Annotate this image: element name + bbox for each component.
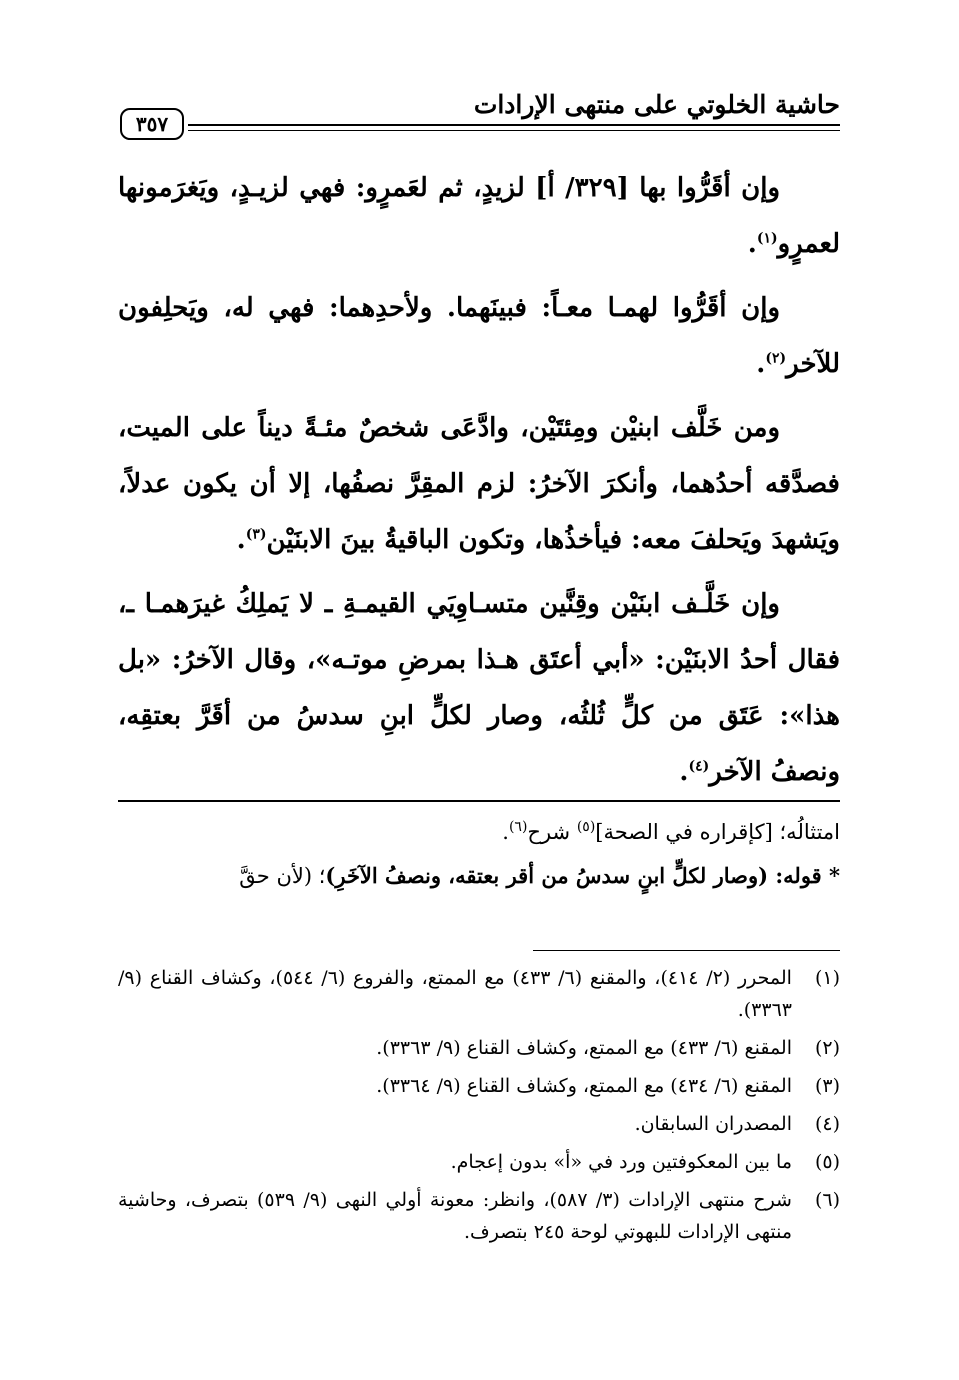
footnote-ref: (٦) [508, 819, 528, 835]
footnote-ref: (٢) [765, 350, 787, 367]
page-header [120, 82, 840, 142]
paragraph: وإن خَلَّـف ابنَيْن وقِنَّين متسـاوِيَي القيمـةِ ـ لا يَملِكُ غيرَهمـا ـ، فقال أحدُ الابنَيْن: «أبي أعتَق هـذا بمرضِ موتـه»، وقال الآخرُ: «بل هذا»: عَتَق من كلٍّ ثُلثُه، وصار لكلٍّ ابنِ سدسُ من أقَرَّ بعتقِه، ونصفُ الآخر$^{(٤)}$. [118, 589, 840, 787]
footnote-number: (٦) [814, 1189, 840, 1211]
footnote-ref: (٣) [245, 526, 267, 543]
footnote: (٥) ما بين المعكوفتين ورد في «أ» بدون إعجام. [118, 1146, 840, 1178]
footnote: (٢) المقنع (٦/ ٤٣٣) مع الممتع، وكشاف القناع (٩/ ٣٣٦٣). [118, 1032, 840, 1064]
footnote-number: (٣) [814, 1075, 840, 1097]
footnote-separator [533, 950, 840, 951]
footnote: (٦) شرح منتهى الإرادات (٣/ ٥٨٧)، وانظر: معونة أولي النهى (٩/ ٥٣٩) بتصرف، وحاشية منتهى الإرادات للبهوتي لوحة ٢٤٥ بتصرف. [118, 1184, 840, 1248]
footnote: (١) المحرر (٢/ ٤١٤)، والمقنع (٦/ ٤٣٣) مع الممتع، والفروع (٦/ ٥٤٤)، وكشاف القناع (٩/ ٣٣٦٣). [118, 962, 840, 1026]
header-rule-thin [188, 130, 840, 131]
main-text [118, 160, 840, 808]
footnote-number: (١) [814, 967, 840, 989]
running-title: حاشية الخلوتي على منتهى الإرادات [473, 90, 840, 119]
gloss-section [118, 812, 840, 900]
footnote: (٤) المصدران السابقان. [118, 1108, 840, 1140]
header-rule-thick [188, 124, 840, 126]
gloss-line: امتثالُه؛ [كإقراره في الصحة]$^{(٥)}$ شرح$^{(٦)}$. [502, 819, 840, 844]
footnote-ref: (٥) [576, 819, 596, 835]
footnote-number: (٢) [814, 1037, 840, 1059]
footnotes [118, 962, 840, 1254]
main-separator [118, 800, 840, 802]
footnote-number: (٥) [814, 1151, 840, 1173]
footnote-number: (٤) [814, 1113, 840, 1135]
gloss-line: * قوله: (وصار لكلٍّ ابنٍ سدسُ من أقر بعتقه، ونصفُ الآخَرِ)؛ (لأن حقَّ [239, 863, 840, 888]
asterisk-icon: * [829, 863, 840, 888]
paragraph: وإن أقَرُّوا لهمـا معـاً: فبينَهما. ولأحدِهما: فهي له، ويَحلِفون للآخر$^{(٢)}$. [118, 293, 840, 379]
footnote-ref: (٤) [688, 758, 710, 775]
page-number-badge: ٣٥٧ [120, 108, 184, 140]
paragraph: ومن خَلَّف ابنيْن ومِئتَيْن، وادَّعَى شخصٌ مئـةً ديناً على الميت، فصدَّقه أحدُهما، وأنكرَ الآخرُ: لزم المقِرَّ نصفُها، إلا أن يكون عدلاً، ويَشهدَ ويَحلفَ معه: فيأخذُها، وتكون الباقيةُ بينَ الابنَيْن$^{(٣)}$. [118, 413, 840, 555]
footnote-ref: (١) [756, 230, 778, 247]
footnote: (٣) المقنع (٦/ ٤٣٤) مع الممتع، وكشاف القناع (٩/ ٣٣٦٤). [118, 1070, 840, 1102]
paragraph: وإن أقَرُّوا بها [٣٢٩/ أ] لزيدٍ، ثم لعَمرٍو: فهي لزيـدٍ، ويَغرَمونها لعمرٍو$^{(١)}$. [118, 173, 840, 259]
